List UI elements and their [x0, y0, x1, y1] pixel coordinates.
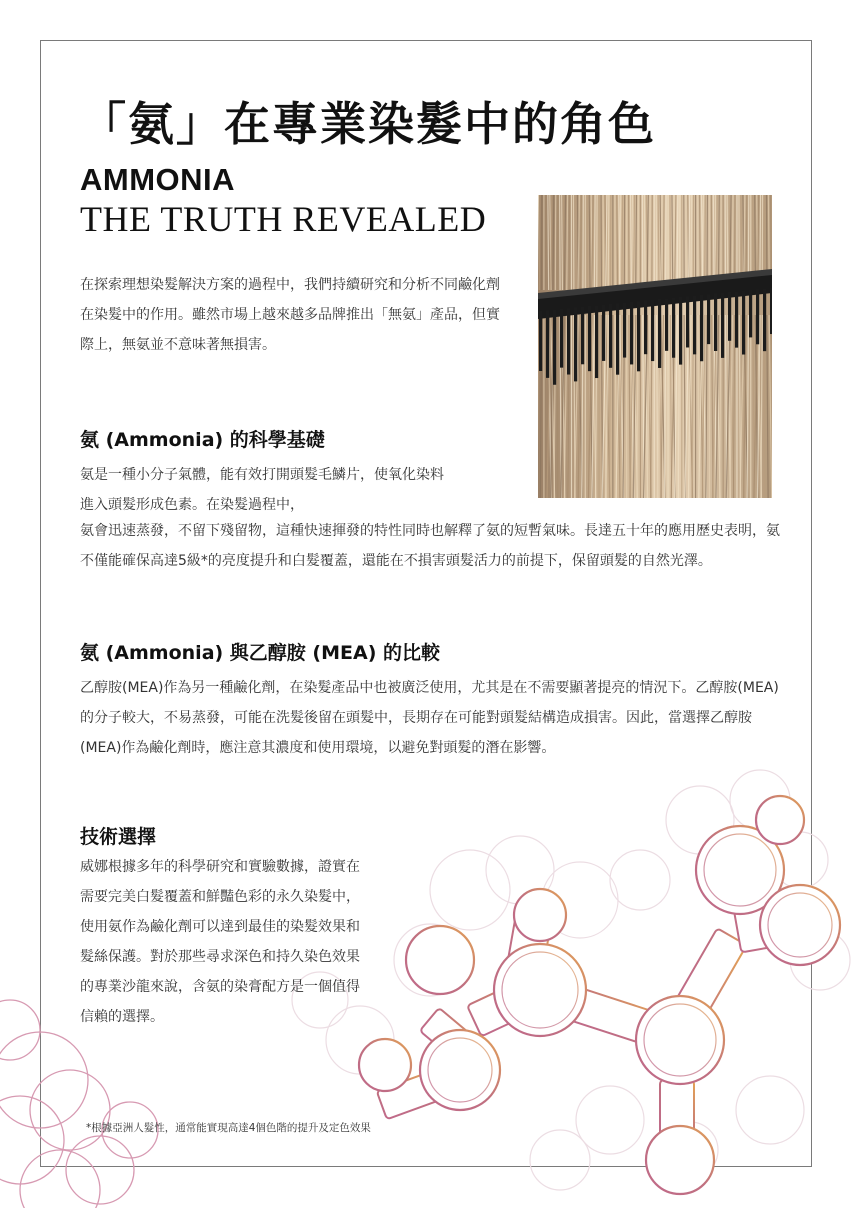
- science-paragraph-part1: 氨是一種小分子氣體，能有效打開頭髮毛鱗片，使氧化染料進入頭髮形成色素。在染髮過程中，: [80, 467, 444, 513]
- page-title: 「氨」在專業染髮中的角色: [80, 97, 656, 151]
- subtitle-ammonia: AMMONIA: [80, 162, 236, 197]
- science-paragraph-part2: 氨會迅速蒸發，不留下殘留物，這種快速揮發的特性同時也解釋了氨的短暫氣味。長達五十年的應用歷史表明，氨不僅能確保高達5級*的亮度提升和白髮覆蓋，還能在不損害頭髮活力的前提下，保留頭髮的自然光澤。: [80, 523, 780, 569]
- hair-comb-image: [538, 195, 772, 498]
- technology-paragraph: 威娜根據多年的科學研究和實驗數據，證實在需要完美白髮覆蓋和鮮豔色彩的永久染髮中，使用氨作為鹼化劑可以達到最佳的染髮效果和髮絲保護。對於那些尋求深色和持久染色效果的專業沙龍來說，含氨的染膏配方是一個值得信賴的選擇。: [80, 859, 360, 1025]
- section-heading-science: 氨 (Ammonia) 的科學基礎: [80, 429, 325, 451]
- section-heading-technology: 技術選擇: [80, 826, 157, 848]
- subtitle-truth-revealed: THE TRUTH REVEALED: [80, 199, 487, 239]
- intro-paragraph: 在探索理想染髮解決方案的過程中，我們持續研究和分析不同鹼化劑在染髮中的作用。雖然市場上越來越多品牌推出「無氨」產品，但實際上，無氨並不意味著無損害。: [80, 277, 500, 353]
- comparison-paragraph: 乙醇胺(MEA)作為另一種鹼化劑，在染髮產品中也被廣泛使用，尤其是在不需要顯著提亮的情況下。乙醇胺(MEA)的分子較大，不易蒸發，可能在洗髮後留在頭髮中，長期存在可能對頭髮結構造成損害。因此，當選擇乙醇胺(MEA)作為鹼化劑時，應注意其濃度和使用環境，以避免對頭髮的潛在影響。: [80, 680, 779, 756]
- footnote: *根據亞洲人髮性，通常能實現高達4個色階的提升及定色效果: [86, 1122, 371, 1134]
- section-heading-comparison: 氨 (Ammonia) 與乙醇胺 (MEA) 的比較: [80, 642, 440, 664]
